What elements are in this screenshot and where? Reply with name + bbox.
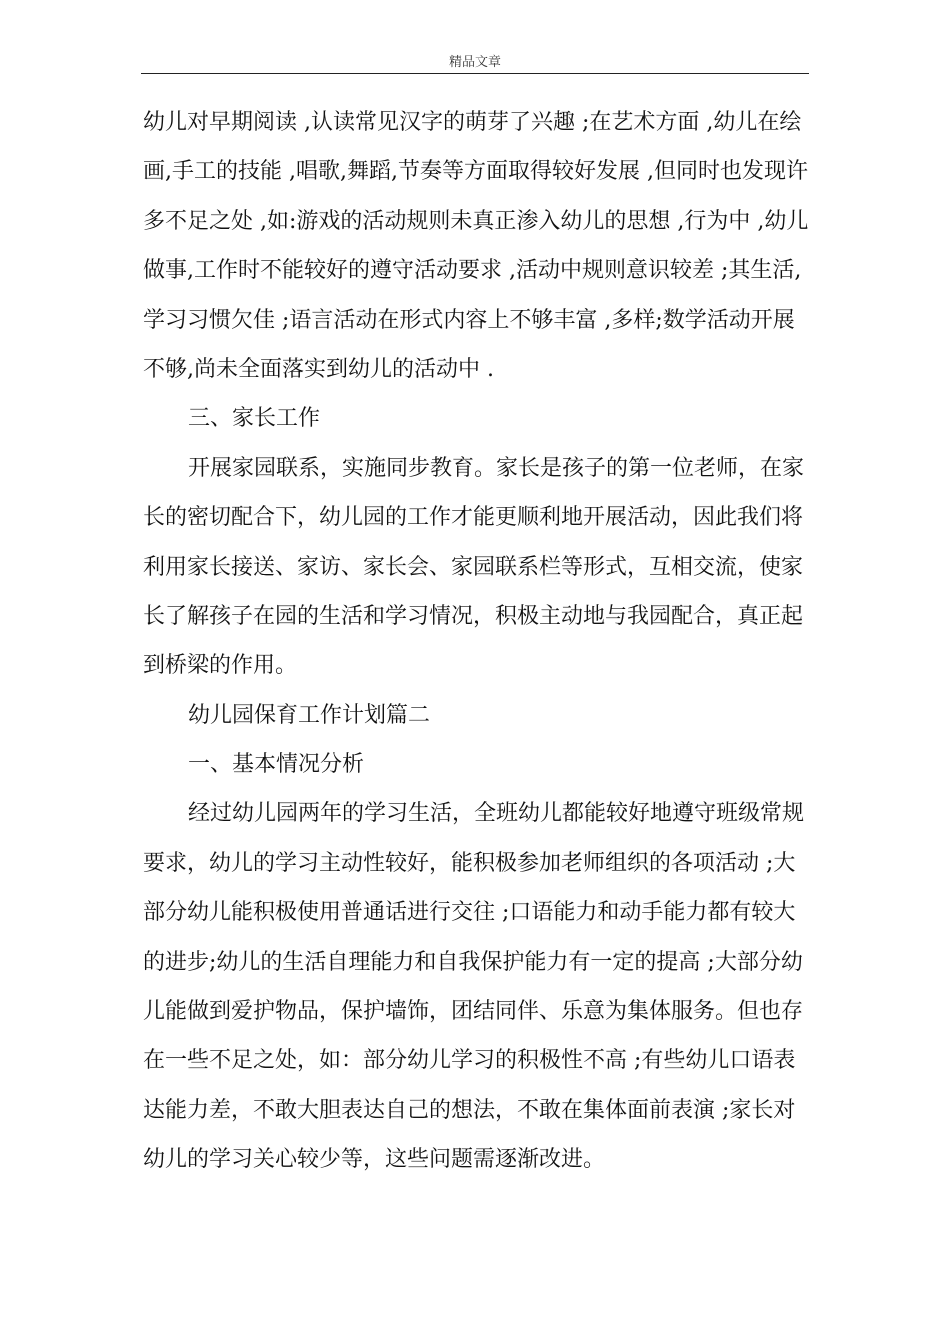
paragraph-start: 开展家园联系，实施同步教育。家长是孩子的第一位老师，在家 <box>188 455 805 481</box>
text-line: 不够,尚未全面落实到幼儿的活动中 . <box>143 356 494 382</box>
text-line: 达能力差，不敢大胆表达自己的想法，不敢在集体面前表演 ;家长对 <box>143 1097 796 1123</box>
text-line: 部分幼儿能积极使用普通话进行交往 ;口语能力和动手能力都有较大 <box>143 900 796 926</box>
header-title: 精品文章 <box>448 55 501 70</box>
paragraph-start: 经过幼儿园两年的学习生活，全班幼儿都能较好地遵守班级常规 <box>188 801 805 827</box>
text-line: 多不足之处 ,如:游戏的活动规则未真正渗入幼儿的思想 ,行为中 ,幼儿 <box>143 208 809 234</box>
text-line: 在一些不足之处，如：部分幼儿学习的积极性不高 ;有些幼儿口语表 <box>143 1048 796 1074</box>
text-line: 幼儿的学习关心较少等，这些问题需逐渐改进。 <box>143 1147 606 1173</box>
text-line: 长的密切配合下，幼儿园的工作才能更顺利地开展活动，因此我们将 <box>143 505 804 531</box>
text-line: 儿能做到爱护物品，保护墙饰，团结同伴、乐意为集体服务。但也存 <box>143 999 804 1025</box>
document-body <box>143 98 815 1185</box>
text-line: 要求，幼儿的学习主动性较好，能积极参加老师组织的各项活动 ;大 <box>143 850 796 876</box>
section-heading-basic-analysis: 一、基本情况分析 <box>188 752 365 778</box>
text-line: 利用家长接送、家访、家长会、家园联系栏等形式，互相交流，使家 <box>143 554 804 580</box>
text-line: 画,手工的技能 ,唱歌,舞蹈,节奏等方面取得较好发展 ,但同时也发现许 <box>143 159 808 185</box>
page-header <box>141 55 809 74</box>
text-line: 长了解孩子在园的生活和学习情况，积极主动地与我园配合，真正起 <box>143 603 804 629</box>
text-line: 的进步;幼儿的生活自理能力和自我保护能力有一定的提高 ;大部分幼 <box>143 949 803 975</box>
article-title-part-two: 幼儿园保育工作计划篇二 <box>188 702 431 728</box>
text-line: 学习习惯欠佳 ;语言活动在形式内容上不够丰富 ,多样;数学活动开展 <box>143 307 795 333</box>
text-line: 幼儿对早期阅读 ,认读常见汉字的萌芽了兴趣 ;在艺术方面 ,幼儿在绘 <box>143 110 802 135</box>
section-heading-parent-work: 三、家长工作 <box>188 406 321 432</box>
text-line: 做事,工作时不能较好的遵守活动要求 ,活动中规则意识较差 ;其生活, <box>143 258 802 284</box>
text-line: 到桥梁的作用。 <box>143 653 298 679</box>
